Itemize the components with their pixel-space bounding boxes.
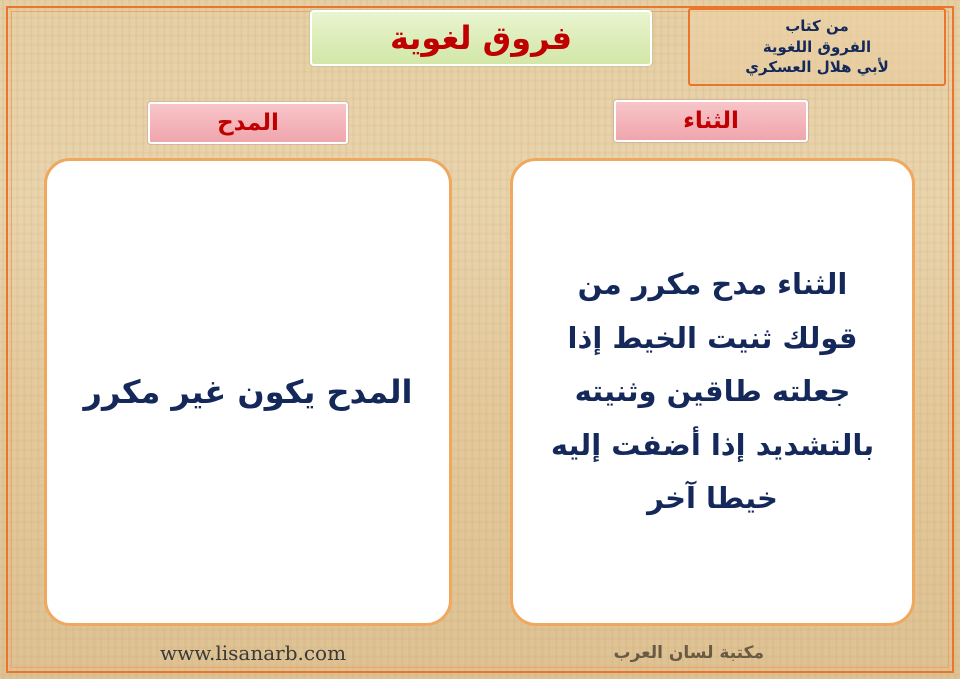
source-line-2: الفروق اللغوية <box>762 37 872 56</box>
content-text-thanaa: الثناء مدح مكرر من قولك ثنيت الخيط إذا جعلته طاقين وثنيته بالتشديد إذا أضفت إليه خيطا آخر <box>550 266 875 516</box>
column-header-label-right: الثناء <box>683 108 739 134</box>
content-card-thanaa <box>510 158 915 626</box>
content-text-madh: المدح يكون غير مكرر <box>83 373 413 411</box>
footer-website: www.lisanarb.com <box>160 641 347 665</box>
source-line-1: من كتاب <box>785 16 849 35</box>
source-attribution-box <box>688 8 946 86</box>
page-title: فروق لغوية <box>389 19 573 57</box>
main-title-banner <box>310 10 652 66</box>
footer-library-name: مكتبة لسان العرب <box>613 643 764 663</box>
content-card-madh <box>44 158 452 626</box>
column-header-madh <box>148 102 348 144</box>
source-line-3: لأبي هلال العسكري <box>745 58 889 77</box>
column-header-label-left: المدح <box>217 110 279 136</box>
column-header-thanaa <box>614 100 808 142</box>
